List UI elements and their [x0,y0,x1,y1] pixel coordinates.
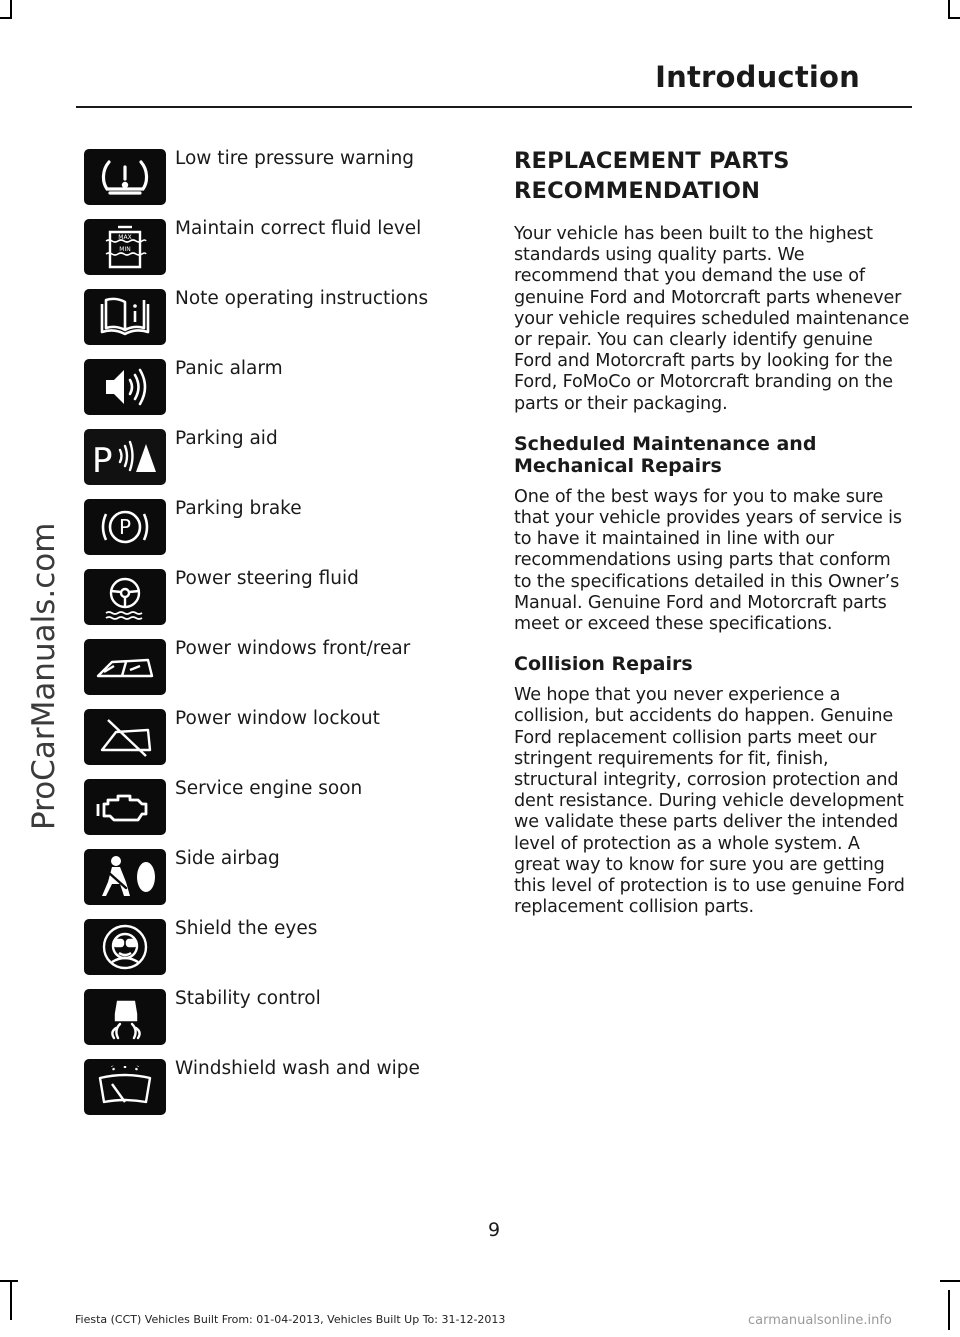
list-item [84,283,464,353]
fluid-min-text: MIN [119,246,131,253]
crop-mark [10,1280,12,1320]
list-item [84,1053,464,1123]
crop-mark [0,1280,18,1282]
list-item [84,493,464,563]
symbol-label: Maintain correct fluid level [175,218,422,239]
section-heading: RECOMMENDATION [514,178,761,204]
list-item [84,913,464,983]
windshield-wash-icon [84,1059,166,1115]
list-item [84,563,464,633]
symbol-label: Shield the eyes [175,918,318,939]
page-number: 9 [487,1219,501,1241]
list-item [84,423,464,493]
symbol-label: Stability control [175,988,321,1009]
symbol-label: Panic alarm [175,358,283,379]
crop-mark [10,0,12,18]
footer-vehicle-info: Fiesta (CCT) Vehicles Built From: 01-04-2013, Vehicles Built Up To: 31-12-2013 [75,1313,506,1326]
list-item [84,703,464,773]
symbol-label: Side airbag [175,848,280,869]
power-steering-fluid-icon [84,569,166,625]
list-item [84,633,464,703]
list-item [84,983,464,1053]
crop-mark [948,0,950,18]
tire-pressure-warning-icon [84,149,166,205]
stability-control-icon [84,989,166,1045]
crop-mark [0,17,12,19]
side-airbag-icon [84,849,166,905]
list-item [84,773,464,843]
fluid-level-icon [84,219,166,275]
crop-mark [948,17,960,19]
fluid-max-text: MAX [118,234,132,241]
crop-mark [940,1280,960,1282]
page-title: Introduction [655,60,860,94]
parking-aid-letter: P [92,441,113,481]
list-item [84,843,464,913]
list-item [84,353,464,423]
list-item [84,213,464,283]
section-heading: REPLACEMENT PARTS [514,148,790,174]
operating-instructions-icon [84,289,166,345]
shield-eyes-icon [84,919,166,975]
subsection-title: Scheduled Maintenance and Mechanical Repairs [514,432,817,477]
symbol-list [84,143,464,1123]
list-item [84,143,464,213]
intro-paragraph: Your vehicle has been built to the highest standards using quality parts. We recommend that you demand the use of genuine Ford and Motorcraft parts whenever your vehicle requires scheduled maintenance or repair. You can clearly identify genuine Ford and Motorcraft parts by looking for the Ford, FoMoCo or Motorcraft branding on the parts or their packaging. [514,224,910,414]
symbol-label: Power steering fluid [175,568,359,589]
parking-brake-letter: P [118,515,132,539]
crop-mark [948,1290,950,1330]
power-windows-icon [84,639,166,695]
symbol-label: Power windows front/rear [175,638,411,659]
parking-brake-icon [84,499,166,555]
header-divider [76,106,912,108]
body-paragraph: We hope that you never experience a collision, but accidents do happen. Genuine Ford replacement collision parts meet our stringent requirements for fit, finish, structural integrity, corrosion protection and dent resistance. During vehicle development we validate these parts deliver the intended level of protection as a whole system. A great way to know for sure you are getting this level of protection is to use genuine Ford replacement collision parts. [514,685,905,918]
footer-watermark: carmanualsonline.info [748,1313,892,1328]
content-column [514,146,910,918]
symbol-label: Parking brake [175,498,302,519]
parking-aid-icon [84,429,166,485]
panic-alarm-icon [84,359,166,415]
body-paragraph: One of the best ways for you to make sure that your vehicle provides years of service is to have it maintained in line with our recommendations using parts that conform to the specifications detailed in this Owner’s Manual. Genuine Ford and Motorcraft parts meet or exceed these specifications. [514,486,902,635]
symbol-label: Power window lockout [175,708,380,729]
symbol-label: Note operating instructions [175,288,429,309]
watermark-text: ProCarManuals.com [26,522,62,830]
symbol-label: Parking aid [175,428,278,449]
symbol-label: Service engine soon [175,778,363,799]
window-lockout-icon [84,709,166,765]
subsection-title: Collision Repairs [514,653,693,676]
service-engine-icon [84,779,166,835]
side-watermark [26,500,66,830]
symbol-label: Windshield wash and wipe [175,1058,420,1079]
symbol-label: Low tire pressure warning [175,148,415,169]
